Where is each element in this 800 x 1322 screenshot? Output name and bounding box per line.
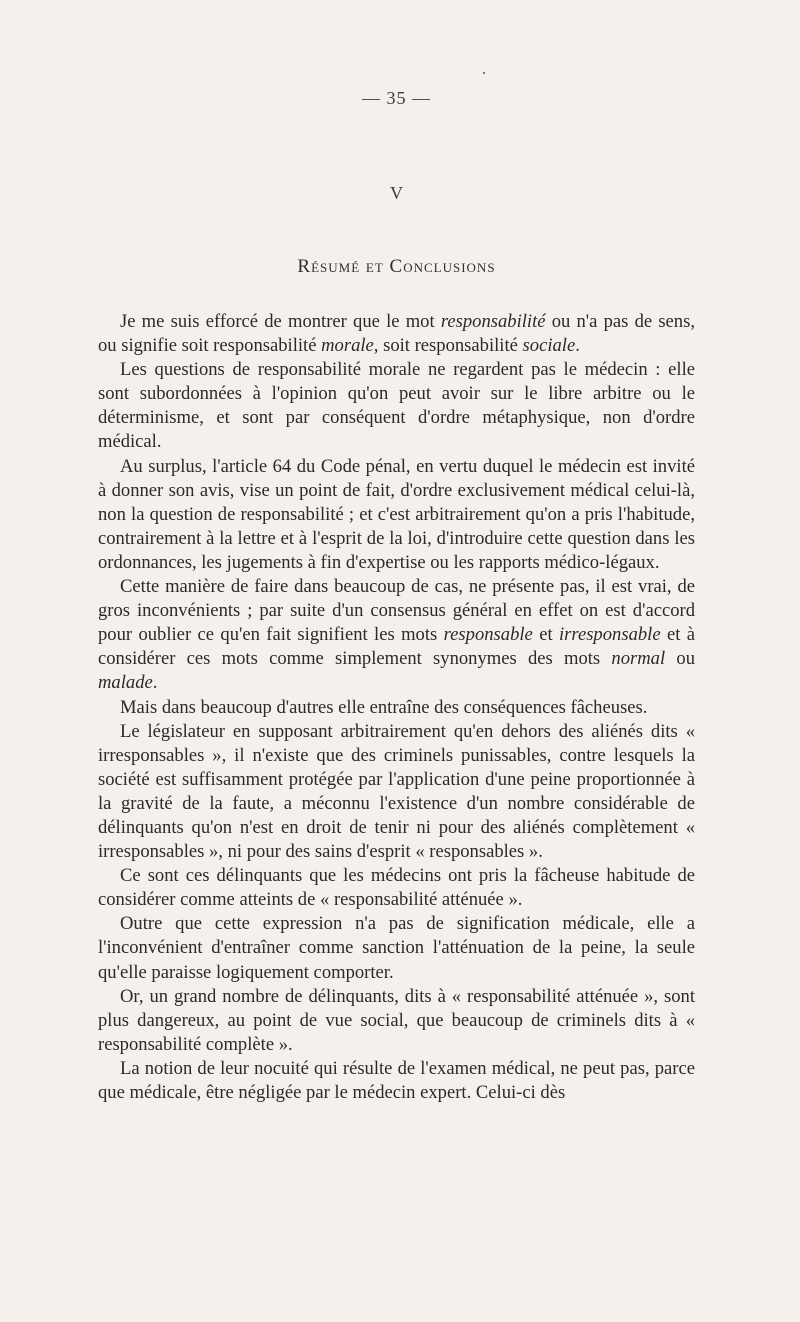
italic-term: irresponsable — [559, 624, 661, 646]
italic-term: sociale — [522, 335, 576, 357]
paragraph-9: Or, un grand nombre de délinquants, dits à « responsabilité atténuée », sont plus dangereux, au point de vue social, que beaucoup de criminels dits à « responsabilité complète ». — [98, 985, 695, 1055]
chapter-title: Résumé et Conclusions — [297, 256, 496, 277]
text-run: et à considérer ces mots comme simplement synonymes des mots — [98, 624, 696, 670]
text-run: . — [152, 672, 158, 694]
text-run: Cette manière de faire dans beaucoup de cas, ne présente pas, il est vrai, de gros inconvénients ; par suite d'un consensus général en effet on est d'accord pour oublier ce qu'en fait signifient les mots — [98, 576, 695, 646]
paragraph-4 — [98, 575, 695, 695]
paragraph-1 — [98, 310, 695, 358]
text-run: ou n'a pas de sens, ou signifie soit responsabilité — [98, 311, 695, 357]
text-run: . — [575, 335, 580, 357]
text-run: et — [532, 624, 559, 646]
text-run: Je me suis efforcé de montrer que le mot — [120, 311, 441, 332]
paragraph-6: Le législateur en supposant arbitrairement qu'en dehors des aliénés dits « irresponsables », il n'existe que des criminels punissables, contre lesquels la société est suffisamment protégée par l'application d'une peine proportionnée à la gravité de la faute, a méconnu l'existence d'un nombre considérable de délinquants qu'on n'est en droit de tenir ni pour des aliénés complètement « irresponsables », ni pour des sains d'esprit « responsables ». — [98, 720, 695, 863]
body-text — [98, 310, 695, 1105]
italic-term: responsabilité — [440, 311, 546, 332]
book-page — [98, 88, 695, 1105]
paragraph-10: La notion de leur nocuité qui résulte de l'examen médical, ne peut pas, parce que médicale, être négligée par le médecin expert. Celui-ci dès — [98, 1057, 695, 1103]
italic-term: malade — [98, 672, 153, 694]
italic-term: normal — [611, 648, 666, 670]
chapter-number: V — [390, 183, 403, 203]
paragraph-8: Outre que cette expression n'a pas de signification médicale, elle a l'inconvénient d'entraîner comme sanction l'atténuation de la peine, la seule qu'elle paraisse logiquement comporter. — [98, 913, 695, 983]
italic-term: responsable — [443, 624, 533, 646]
paper-speck — [483, 72, 485, 74]
text-run: ou — [665, 648, 695, 670]
text-run: soit responsabilité — [378, 335, 523, 357]
paragraph-7: Ce sont ces délinquants que les médecins ont pris la fâcheuse habitude de considérer comme atteints de « responsabilité atténuée ». — [98, 865, 695, 911]
paragraph-2: Les questions de responsabilité morale ne regardent pas le médecin : elle sont subordonnées à l'opinion qu'on peut avoir sur le libre arbitre ou le déterminisme, et sont par conséquent d'ordre métaphysique, non d'ordre médical. — [98, 359, 695, 453]
paragraph-3: Au surplus, l'article 64 du Code pénal, en vertu duquel le médecin est invité à donner son avis, vise un point de fait, d'ordre exclusivement médical celui-là, non la question de responsabilité ; et c'est arbitrairement qu'on a pris l'habitude, contrairement à la lettre et à l'esprit de la loi, d'introduire cette question dans les ordonnances, les jugements à fin d'expertise ou les rapports médico-légaux. — [98, 455, 695, 573]
page-number: — 35 — — [362, 88, 431, 108]
paragraph-5: Mais dans beaucoup d'autres elle entraîne des conséquences fâcheuses. — [120, 696, 648, 718]
italic-term: morale, — [321, 335, 379, 357]
